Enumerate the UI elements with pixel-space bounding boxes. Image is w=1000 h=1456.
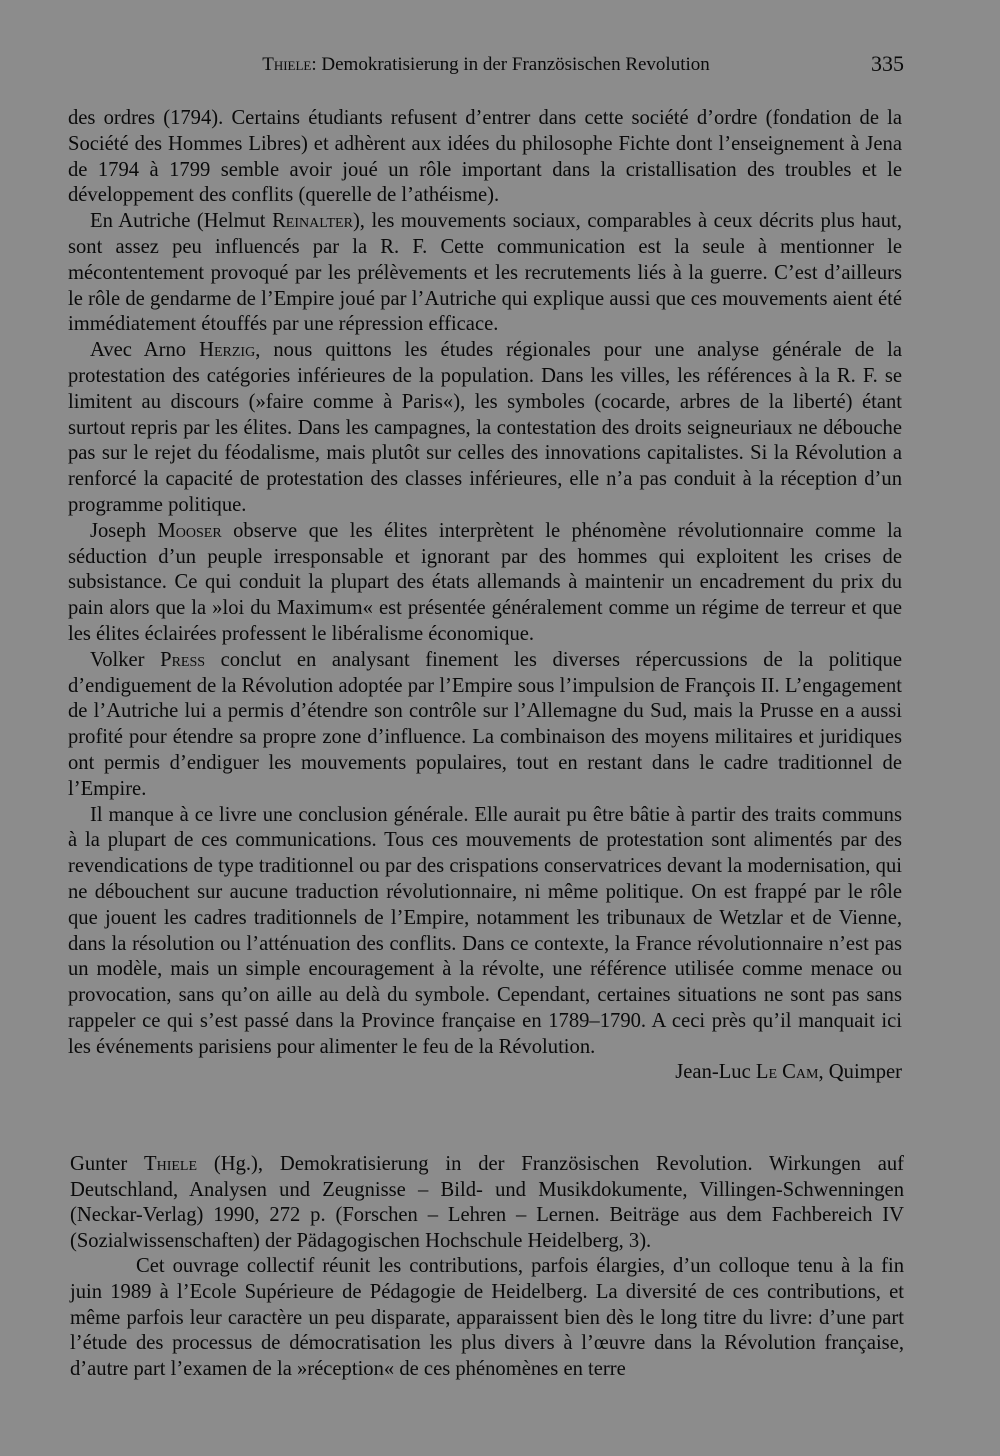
new-review	[70, 1152, 904, 1382]
running-title-text: : Demokratisierung in der Französischen Revolution	[311, 54, 710, 75]
paragraph-mooser	[68, 519, 902, 648]
author-name: Reinalter	[272, 210, 353, 233]
citation-text: (Hg.), Demokratisierung in der Französischen Revolution. Wirkungen auf Deutschland, Analysen und Zeugnisse – Bild- und Musikdokumente, Villingen-Schwenningen (Neckar-Verlag) 1990, 272 p. (Forschen – Lehren – Lernen. Beiträge aus dem Fachbereich IV (Sozialwissenschaften) der Pädagogischen Hochschule Heidelberg, 3).	[70, 1153, 904, 1252]
paragraph-text: ), les mouvements sociaux, comparables à ceux décrits plus haut, sont assez peu influencés par la R. F. Cette communication est la seule à mentionner le mécontentement provoqué par les prélèvements et les recrutements liés à la guerre. C’est d’ailleurs le rôle de gendarme de l’Empire joué par l’Autriche qui explique aussi que ces mouvements aient été immédiatement étouffés par une répression efficace.	[68, 210, 902, 336]
paragraph-press	[68, 648, 902, 803]
author-name: Press	[160, 648, 206, 671]
citation-text: Gunter	[70, 1153, 145, 1175]
author-name: Mooser	[157, 519, 222, 542]
signature-text: , Quimper	[818, 1061, 902, 1084]
paragraph-text: Joseph	[90, 519, 158, 542]
editor-name: Thiele	[144, 1153, 198, 1175]
running-head	[68, 51, 904, 84]
paragraph-text: observe que les élites interprètent le phénomène révolutionnaire comme la séduction d’un peuple irresponsable et ignorant par des hommes qui exploitent les crises de subsistance. Ce qui conduit la plupart des états allemands à maintenir un encadrement du prix du pain alors que la »loi du Maximum« est présentée généralement comme un régime de terreur et que les élites éclairées professent le libéralisme économique.	[68, 519, 902, 645]
paragraph-text: , nous quittons les études régionales pour une analyse générale de la protestation des catégories inférieures de la population. Dans les villes, les références à la R. F. se limitent au discours (»faire comme à Paris«), les symboles (cocarde, arbres de la liberté) étant surtout repris par les élites. Dans les campagnes, la contestation des droits seigneuriaux ne débouche pas sur le rejet du féodalisme, mais plutôt sur celles des innovations capitalistes. Si la Révolution a renforcé la capacité de protestation des classes inférieures, elle n’a pas conduit à la réception d’un programme politique.	[68, 339, 902, 516]
book-citation	[70, 1152, 904, 1254]
paragraph: Cet ouvrage collectif réunit les contributions, parfois élargies, d’un colloque tenu à la fin juin 1989 à l’Ecole Supérieure de Pédagogie de Heidelberg. La diversité de ces contributions, et même parfois leur caractère un peu disparate, apparaissent bien dès le long titre du livre: d’une part l’étude des processus de démocratisation les plus divers à l’œuvre dans la Révolution française, d’autre part l’examen de la »réception« de ces phénomènes en terre	[70, 1255, 904, 1380]
paragraph-conclusion: Il manque à ce livre une conclusion générale. Elle aurait pu être bâtie à partir des traits communs à la plupart de ces communications. Tous ces mouvements de protestation sont alimentés par des revendications de type traditionnel ou par des crispations conservatrices devant la modernisation, qui ne débouchent sur aucune traduction révolutionnaire, ni même politique. On est frappé par le rôle que jouent les cadres traditionnels de l’Empire, notamment les tribunaux de Wetzlar et de Vienne, dans la résolution ou l’atténuation des conflits. Dans ce contexte, la France révolutionnaire n’est pas un modèle, mais un simple encouragement à la révolte, une référence utilisée comme menace ou provocation, sans qu’on aille au delà du symbole. Cependant, certaines situations ne sont pas sans rappeler ce qui s’est passé dans la Province française en 1789–1790. A ceci près qu’il manquait ici les événements parisiens pour alimenter le feu de la Révolution.	[68, 803, 902, 1058]
signature-text: Jean-Luc	[675, 1061, 756, 1084]
paragraph-text: Avec Arno	[90, 339, 200, 362]
reviewer-name: Le Cam	[755, 1061, 819, 1084]
reviewer-signature	[68, 1060, 902, 1086]
review-continuation	[68, 106, 902, 1086]
author-name: Herzig	[199, 339, 256, 362]
running-title-author: Thiele	[262, 54, 312, 75]
paragraph: des ordres (1794). Certains étudiants refusent d’entrer dans cette société d’ordre (fondation de la Société des Hommes Libres) et adhèrent aux idées du philosophe Fichte dont l’enseignement à Jena de 1794 à 1799 semble avoir joué un rôle important dans la cristallisation des troubles et le développement des conflits (querelle de l’athéisme).	[68, 107, 902, 207]
paragraph-herzig	[68, 338, 902, 519]
paragraph-reinalter	[68, 209, 902, 338]
running-title	[68, 54, 904, 76]
paragraph-text: conclut en analysant finement les diverses répercussions de la politique d’endiguement de la Révolution adoptée par l’Empire sous l’impulsion de François II. L’engagement de l’Autriche lui a permis d’étendre son contrôle sur l’Allemagne du Sud, mais la Prusse en a aussi profité pour étendre sa propre zone d’influence. La combinaison des moyens militaires et juridiques ont permis d’endiguer les mouvements populaires, tout en restant dans le cadre traditionnel de l’Empire.	[68, 648, 902, 800]
paragraph-text: En Autriche (Helmut	[90, 210, 273, 233]
page-number: 335	[871, 51, 904, 76]
paragraph-text: Volker	[90, 648, 161, 671]
